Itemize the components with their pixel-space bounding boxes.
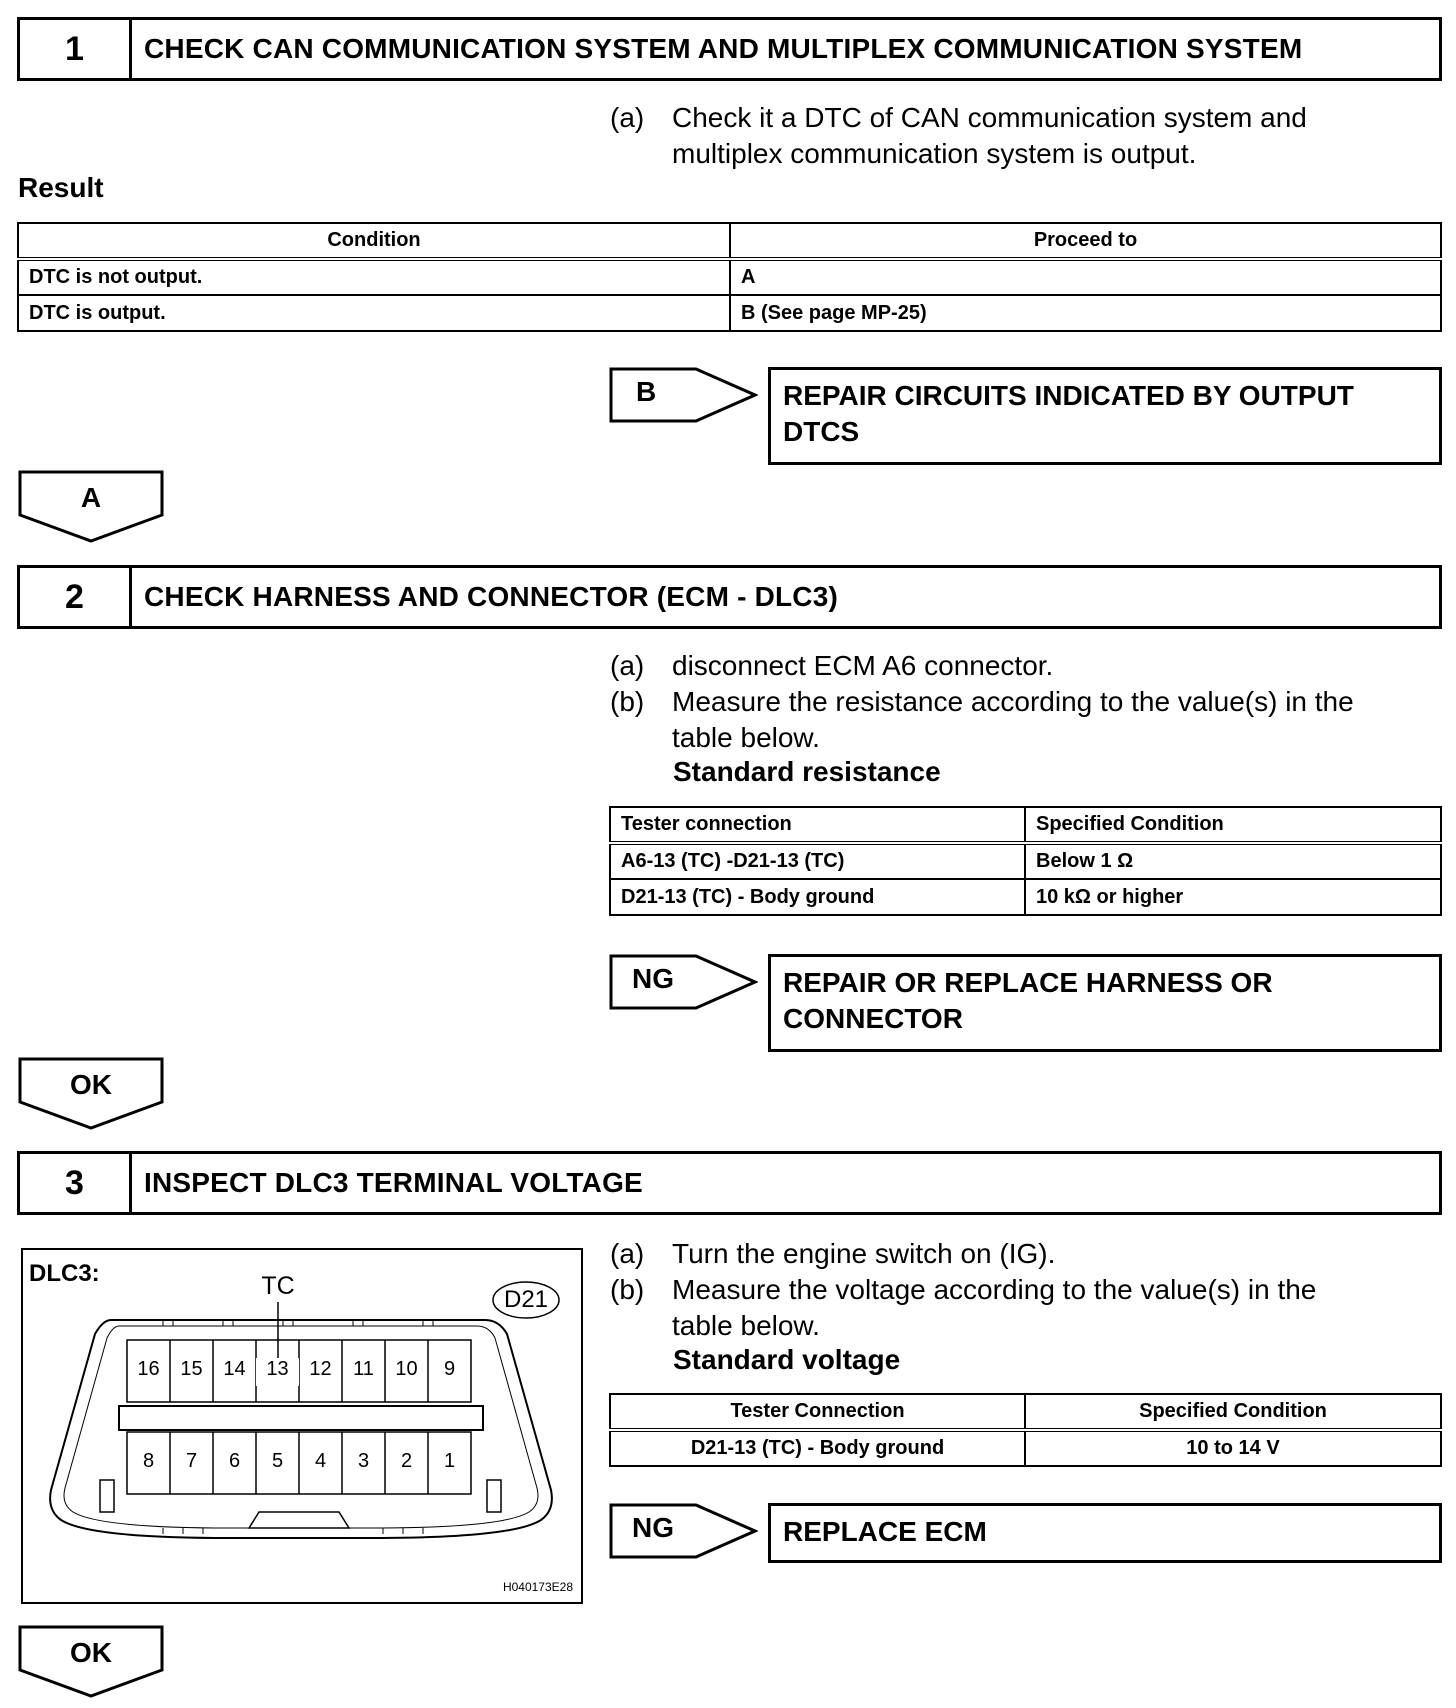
pin-label: 9 [443, 1358, 456, 1380]
figure-code: H040173E28 [502, 1580, 573, 1594]
result-heading: Result [18, 172, 104, 203]
step1-header [17, 17, 1442, 81]
pin-label: 12 [309, 1358, 332, 1380]
table-row: D21-13 (TC) - Body ground 10 kΩ or higher [610, 879, 1441, 915]
step1-number: 1 [20, 20, 132, 78]
step1-repair-action: REPAIR CIRCUITS INDICATED BY OUTPUT DTCS [768, 367, 1442, 465]
step2-spec-heading: Standard resistance [673, 756, 941, 787]
next-a-label: A [80, 482, 102, 513]
pin-label: 14 [223, 1358, 246, 1380]
step2-header [17, 565, 1442, 629]
dlc3-connector-diagram [21, 1248, 583, 1604]
pin-label: 13 [256, 1358, 299, 1386]
branch-b-arrow [608, 366, 758, 426]
pin-label: 8 [142, 1450, 155, 1472]
pin-label: 6 [228, 1450, 241, 1472]
dlc3-title: DLC3: [29, 1260, 100, 1287]
pin-label: 15 [180, 1358, 203, 1380]
branch-b-label: B [636, 376, 657, 407]
pin-label: 10 [395, 1358, 418, 1380]
branch-ng-label: NG [632, 1512, 674, 1543]
table-header: Proceed to [730, 223, 1441, 259]
pin-label: 7 [185, 1450, 198, 1472]
pin-label: 4 [314, 1450, 327, 1472]
pin-label: 1 [443, 1450, 456, 1472]
table-row: DTC is not output. A [18, 259, 1441, 295]
branch-ng-label: NG [632, 963, 674, 994]
connector-id-badge: D21 [503, 1286, 549, 1313]
step3-number: 3 [20, 1154, 132, 1212]
next-ok-label: OK [70, 1637, 112, 1668]
step3-spec-heading: Standard voltage [673, 1344, 901, 1375]
branch-ng-arrow [608, 1502, 758, 1562]
step1-instruction-a: (a) Check it a DTC of CAN communication system and multiplex communication system is output. [610, 102, 1307, 169]
step2-instruction-a: (a) disconnect ECM A6 connector. [610, 650, 1054, 681]
table-header: Tester connection [610, 807, 1025, 843]
step2-spec-table [609, 806, 1442, 916]
table-header: Condition [18, 223, 730, 259]
step3-repair-action: REPLACE ECM [768, 1503, 1442, 1563]
pin-label: 5 [271, 1450, 284, 1472]
step2-instruction-b: (b) Measure the resistance according to the value(s) in the table below. [610, 686, 1354, 753]
tc-pointer-label: TC [261, 1272, 295, 1300]
bottom-pin-row [127, 1450, 471, 1478]
pin-label: 11 [353, 1358, 374, 1380]
step2-repair-action: REPAIR OR REPLACE HARNESS OR CONNECTOR [768, 954, 1442, 1052]
pin-label: 3 [357, 1450, 370, 1472]
pin-label: 2 [400, 1450, 413, 1472]
branch-ng-arrow [608, 953, 758, 1013]
table-row: DTC is output. B (See page MP-25) [18, 295, 1441, 331]
step3-instruction-a: (a) Turn the engine switch on (IG). [610, 1238, 1056, 1269]
step2-title: CHECK HARNESS AND CONNECTOR (ECM - DLC3) [144, 581, 839, 612]
step3-instruction-b: (b) Measure the voltage according to the value(s) in the table below. [610, 1274, 1317, 1341]
next-ok-label: OK [70, 1069, 112, 1100]
table-row: A6-13 (TC) -D21-13 (TC) Below 1 Ω [610, 843, 1441, 879]
step1-title: CHECK CAN COMMUNICATION SYSTEM AND MULTIPLEX COMMUNICATION SYSTEM [144, 33, 1303, 64]
step3-spec-table [609, 1393, 1442, 1467]
step3-header [17, 1151, 1442, 1215]
table-header: Tester Connection [610, 1394, 1025, 1430]
step3-title: INSPECT DLC3 TERMINAL VOLTAGE [144, 1167, 643, 1198]
table-header: Specified Condition [1025, 807, 1441, 843]
result-table [17, 222, 1442, 332]
table-header: Specified Condition [1025, 1394, 1441, 1430]
pin-label: 16 [137, 1358, 160, 1380]
step2-number: 2 [20, 568, 132, 626]
top-pin-row [127, 1358, 471, 1386]
table-row: D21-13 (TC) - Body ground 10 to 14 V [610, 1430, 1441, 1466]
